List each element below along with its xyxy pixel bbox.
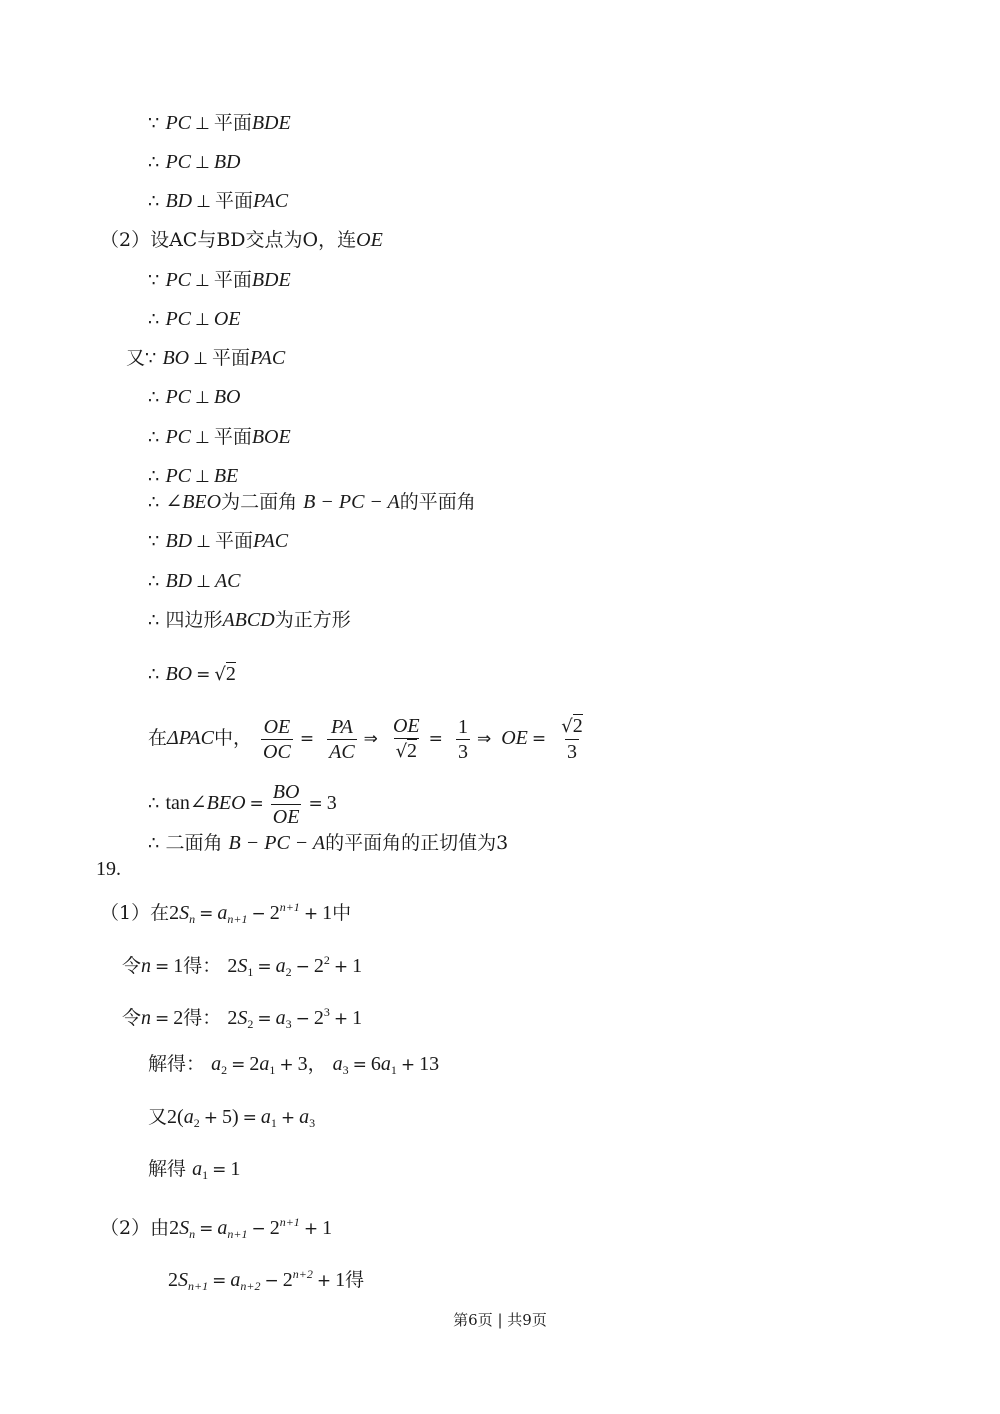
page-footer: 第6页 | 共9页	[453, 1311, 547, 1329]
line-25: 解得 $a_1 = 1$	[148, 1158, 241, 1182]
line-15: ∴ BO = √2	[148, 663, 236, 685]
line-2: ∴ PC ⊥ BD	[148, 151, 241, 173]
line-3: ∴ BD ⊥ 平面PAC	[148, 190, 289, 212]
line-9: ∴ PC ⊥ 平面BOE	[148, 426, 291, 448]
line-7: 又∵ BO ⊥ 平面PAC	[126, 347, 286, 369]
line-21: 令n = 1得： $2S_1 = a_2 - 2^2 + 1$	[122, 953, 363, 979]
line-12: ∵ BD ⊥ 平面PAC	[148, 530, 289, 552]
line-27: $2S_{n+1} = a_{n+2} - 2^{n+2} + 1$得	[168, 1267, 365, 1293]
line-17: ∴ tan∠BEO = $\frac{BO}{OE}$ = 3	[148, 780, 337, 828]
problem-19-number: 19.	[96, 858, 121, 880]
line-16: 在ΔPAC中， $\frac{OE}{OC}$ = $\frac{PA}{AC}$ ⇒ $\frac{OE}{√2}$ = $\frac{1}{3}$ ⇒ OE = $\frac{√2}{3}$	[148, 715, 583, 763]
line-14: ∴ 四边形ABCD为正方形	[148, 609, 351, 631]
line-18: ∴ 二面角 B − PC − A的平面角的正切值为3	[148, 832, 509, 854]
line-5: ∵ PC ⊥ 平面BDE	[148, 269, 291, 291]
line-24: 又$2(a_2 + 5) = a_1 + a_3$	[148, 1106, 316, 1130]
line-6: ∴ PC ⊥ OE	[148, 308, 241, 330]
line-13: ∴ BD ⊥ AC	[148, 570, 241, 592]
line-4: （2）设AC与BD交点为O，连OE	[100, 229, 383, 251]
line-23: 解得： $a_2 = 2a_1 + 3$， $a_3 = 6a_1 + 13$	[148, 1053, 440, 1077]
line-10: ∴ PC ⊥ BE	[148, 465, 239, 487]
line-20: （1）在$2S_n = a_{n+1} - 2^{n+1} + 1$中	[100, 900, 352, 926]
line-22: 令n = 2得： $2S_2 = a_3 - 2^3 + 1$	[122, 1005, 363, 1031]
line-26: （2）由$2S_n = a_{n+1} - 2^{n+1} + 1$	[100, 1215, 333, 1241]
line-11: ∴ ∠BEO为二面角 B − PC − A的平面角	[148, 491, 476, 513]
line-8: ∴ PC ⊥ BO	[148, 386, 241, 408]
line-1: ∵ PC ⊥ 平面BDE	[148, 112, 291, 134]
